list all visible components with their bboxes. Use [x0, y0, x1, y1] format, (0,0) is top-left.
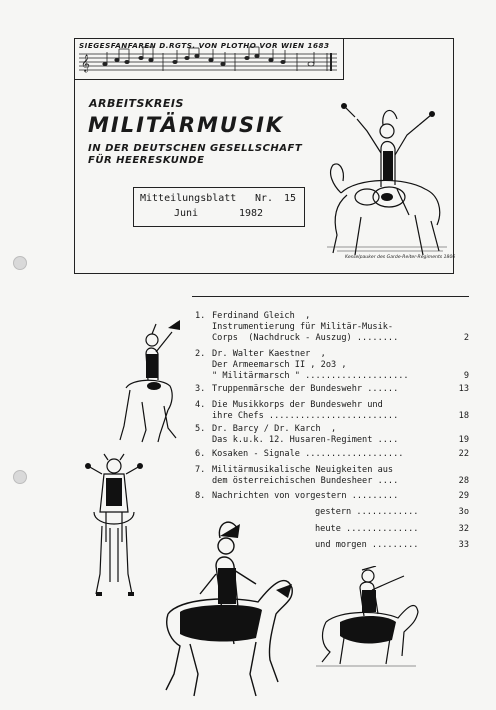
toc-entry-number: 2. [195, 349, 206, 359]
toc-entry-page: 29 [458, 491, 469, 501]
illustration-caption: Kesselpauker des Garde-Reiter-Regiments 1806 [345, 255, 456, 260]
toc-subentry-page: 33 [458, 540, 469, 550]
toc-entry-number: 7. [195, 465, 206, 475]
arbeitskreis-heading: ARBEITSKREIS [89, 97, 184, 110]
toc-entry-text: ihre Chefs ......................... [212, 411, 399, 421]
toc-entry-number: 5. [195, 424, 206, 434]
svg-text:𝄞: 𝄞 [81, 54, 90, 72]
toc-entry-text: Truppenmärsche der Bundeswehr ...... [212, 384, 399, 394]
toc-subentry-page: 3o [458, 507, 469, 517]
toc-subentry-text: gestern ............ [315, 507, 419, 517]
toc-rule [192, 296, 469, 297]
toc-entry-text: Ferdinand Gleich , [212, 311, 311, 321]
issue-number: 15 [284, 193, 297, 204]
issue-year: 1982 [239, 208, 264, 219]
toc-entry-number: 3. [195, 384, 206, 394]
trumpeter-rider-illustration [112, 318, 184, 446]
music-staff-notes [75, 39, 343, 79]
punch-hole-top [13, 256, 27, 270]
issue-box [133, 187, 305, 227]
toc-entry-text: Kosaken - Signale ................... [212, 449, 404, 459]
issue-label: Mitteilungsblatt [140, 193, 237, 204]
toc-entry-number: 4. [195, 400, 206, 410]
toc-entry-page: 9 [463, 371, 469, 381]
rider-lower-right-illustration [316, 566, 420, 670]
toc-entry-number: 6. [195, 449, 206, 459]
toc-entry-text: dem österreichischen Bundesheer .... [212, 476, 399, 486]
kettledrummer-illustration [327, 85, 451, 261]
toc-entry-text: Die Musikkorps der Bundeswehr und [212, 400, 383, 410]
toc-subentry-text: und morgen ......... [315, 540, 419, 550]
music-title: SIEGESFANFAREN D.RGTS. VON PLOTHO VOR WIEN 1683 [79, 41, 330, 50]
toc-entry-text: Nachrichten von vorgestern ......... [212, 491, 399, 501]
toc-entry-page: 22 [458, 449, 469, 459]
society-subtitle-2: FÜR HEERESKUNDE [88, 155, 205, 166]
toc-entry-page: 2 [463, 333, 469, 343]
toc-entry-number: 1. [195, 311, 206, 321]
toc-entry-text: Militärmusikalische Neuigkeiten aus [212, 465, 394, 475]
toc-entry-number: 8. [195, 491, 206, 501]
toc-entry-page: 19 [458, 435, 469, 445]
issue-month: Juni [174, 208, 199, 219]
toc-entry-text: Der Armeemarsch II , 2o3 , [212, 360, 347, 370]
header-frame [74, 38, 454, 274]
toc-entry-page: 28 [458, 476, 469, 486]
society-subtitle-1: IN DER DEUTSCHEN GESELLSCHAFT [88, 143, 303, 154]
toc-entry-text: Das k.u.k. 12. Husaren-Regiment .... [212, 435, 399, 445]
horse-front-illustration [80, 452, 148, 602]
punch-hole-bottom [13, 470, 27, 484]
toc-entry-text: Corps (Nachdruck - Auszug) ........ [212, 333, 399, 343]
toc-entry-text: Dr. Walter Kaestner , [212, 349, 326, 359]
music-staff-box [75, 39, 344, 80]
toc-subentry-page: 32 [458, 524, 469, 534]
toc-entry-text: Instrumentierung für Militär-Musik- [212, 322, 394, 332]
toc-subentry-text: heute .............. [315, 524, 419, 534]
militaermusik-heading: MILITÄRMUSIK [88, 113, 285, 137]
issue-nr-label: Nr. [255, 193, 274, 204]
hussar-horseman-illustration [160, 514, 296, 704]
toc-entry-text: " Militärmarsch " .................... [212, 371, 409, 381]
toc-entry-page: 18 [458, 411, 469, 421]
toc-entry-text: Dr. Barcy / Dr. Karch , [212, 424, 337, 434]
toc-entry-page: 13 [458, 384, 469, 394]
